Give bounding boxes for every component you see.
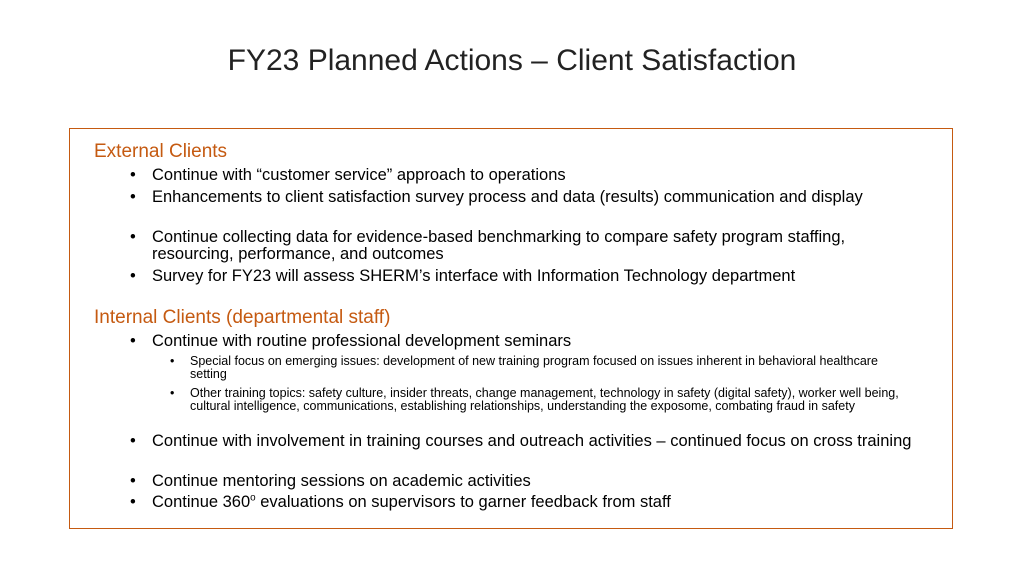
internal-clients-heading: Internal Clients (departmental staff): [94, 307, 391, 328]
internal-subitem: • Special focus on emerging issues: development of new training program focused on issues inherent in behavioral healthcare setting: [170, 354, 878, 381]
degree-superscript: o: [250, 492, 256, 504]
bullet-icon: •: [170, 354, 175, 368]
bullet-icon: •: [170, 386, 175, 400]
external-item: • Enhancements to client satisfaction survey process and data (results) communication and display: [130, 188, 863, 206]
external-item: • Survey for FY23 will assess SHERM’s interface with Information Technology department: [130, 267, 796, 285]
internal-item-360-evaluations: • Continue 360$^o$ evaluations on supervisors to garner feedback from staff: [130, 492, 671, 511]
external-clients-heading: External Clients: [94, 141, 228, 162]
bullet-icon: •: [130, 432, 136, 450]
bullet-icon: •: [130, 188, 136, 206]
bullet-icon: •: [130, 166, 136, 184]
slide-title: FY23 Planned Actions – Client Satisfaction: [227, 44, 797, 77]
internal-subitem: • Other training topics: safety culture, insider threats, change management, technology in safety (digital safety), worker well being, cultural intelligence, communications, establishing relationships, understanding the exposome, combating fraud in safety: [170, 386, 899, 413]
bullet-icon: •: [130, 228, 136, 246]
bullet-icon: •: [130, 332, 136, 350]
internal-item: • Continue with routine professional development seminars: [130, 332, 572, 350]
bullet-icon: •: [130, 493, 136, 511]
external-item: • Continue collecting data for evidence-based benchmarking to compare safety program staffing, resourcing, performance, and outcomes: [130, 228, 846, 263]
bullet-icon: •: [130, 267, 136, 285]
internal-item: • Continue mentoring sessions on academic activities: [130, 472, 531, 490]
internal-item: • Continue with involvement in training courses and outreach activities – continued focus on cross training: [130, 432, 912, 450]
bullet-icon: •: [130, 472, 136, 490]
external-item: • Continue with “customer service” approach to operations: [130, 166, 566, 184]
